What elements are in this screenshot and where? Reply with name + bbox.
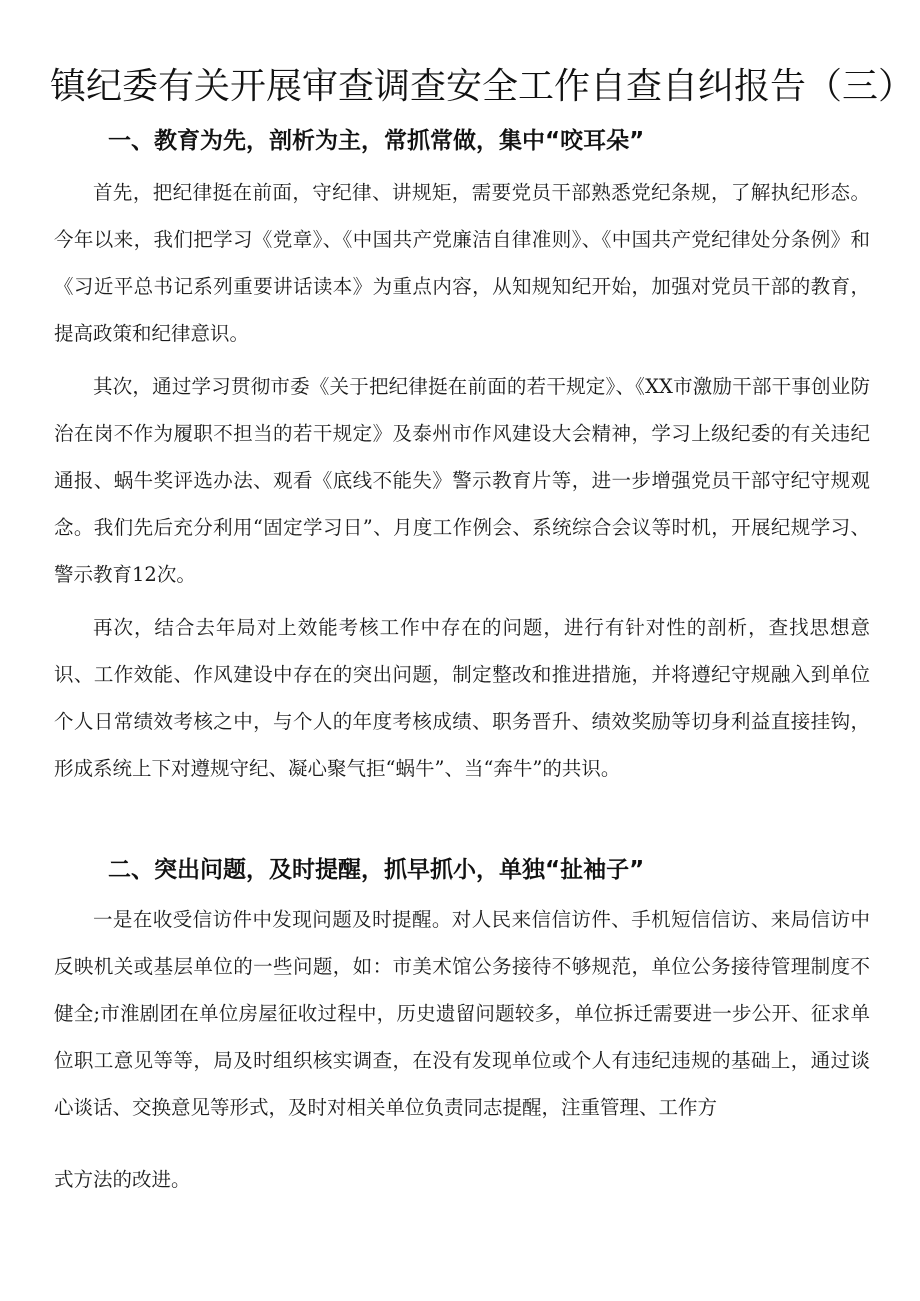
section-1-paragraph-3: 再次，结合去年局对上效能考核工作中存在的问题，进行有针对性的剖析，查找思想意识、工作效能、作风建设中存在的突出问题，制定整改和推进措施，并将遵纪守规融入到单位个人日常绩效考核之中，与个人的年度考核成绩、职务晋升、绩效奖励等切身利益直接挂钩，形成系统上下对遵规守纪、凝心聚气拒“蜗牛”、当“奔牛”的共识。: [54, 616, 870, 780]
section-2-paragraph-1: 一是在收受信访件中发现问题及时提醒。对人民来信信访件、手机短信信访、来局信访中反映机关或基层单位的一些问题，如：市美术馆公务接待不够规范，单位公务接待管理制度不健全;市淮剧团在单位房屋征收过程中，历史遗留问题较多，单位拆迁需要进一步公开、征求单位职工意见等等，局及时组织核实调查，在没有发现单位或个人有违纪违规的基础上，通过谈心谈话、交换意见等形式，及时对相关单位负责同志提醒，注重管理、工作方: [54, 908, 870, 1119]
section-2-paragraph-tail: 式方法的改进。: [54, 1168, 191, 1191]
section-1-heading: 一、教育为先，剖析为主，常抓常做，集中“咬耳朵”: [108, 128, 645, 154]
document-title: 镇纪委有关开展审查调查安全工作自查自纠报告（三）: [50, 66, 915, 107]
section-1-paragraph-2: 其次，通过学习贯彻市委《关于把纪律挺在前面的若干规定》、《XX市激励干部干事创业防治在岗不作为履职不担当的若干规定》及泰州市作风建设大会精神，学习上级纪委的有关违纪通报、蜗牛奖评选办法、观看《底线不能失》警示教育片等，进一步增强党员干部守纪守规观念。我们先后充分利用“固定学习日”、月度工作例会、系统综合会议等时机，开展纪规学习、警示教育12次。: [54, 375, 870, 586]
section-1-paragraph-1: 首先，把纪律挺在前面，守纪律、讲规矩，需要党员干部熟悉党纪条规，了解执纪形态。今年以来，我们把学习《党章》、《中国共产党廉洁自律准则》、《中国共产党纪律处分条例》和《习近平总书记系列重要讲话读本》为重点内容，从知规知纪开始，加强对党员干部的教育，提高政策和纪律意识。: [54, 181, 870, 345]
section-2-heading: 二、突出问题，及时提醒，抓早抓小，单独“扯袖子”: [108, 857, 645, 883]
